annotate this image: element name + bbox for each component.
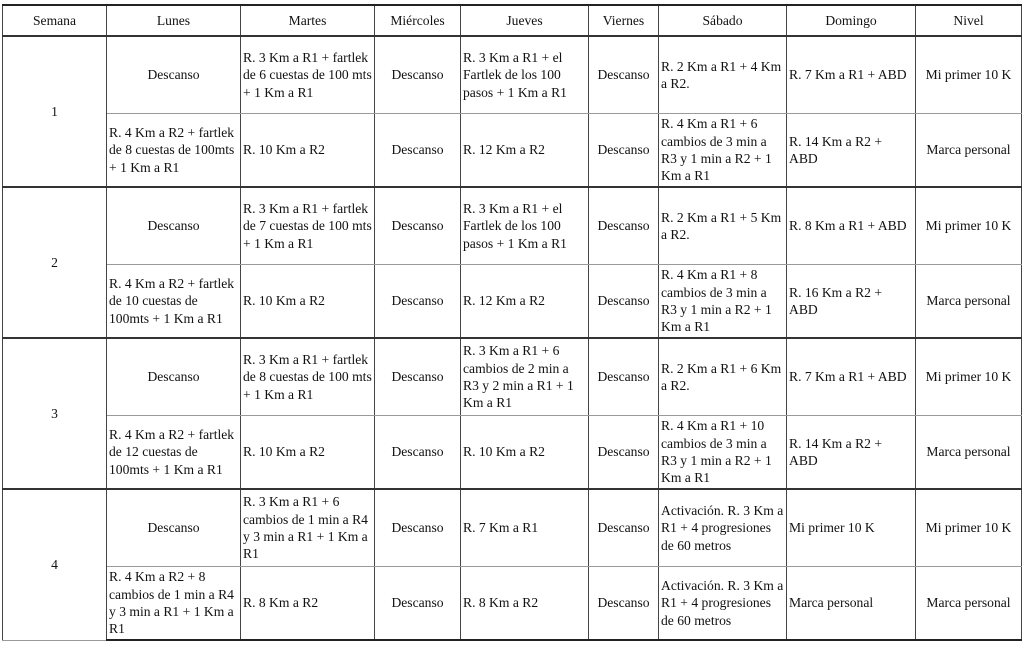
cell-martes: R. 8 Km a R2 [241, 567, 375, 641]
table-row [3, 265, 1022, 339]
cell-jueves: R. 7 Km a R1 [461, 489, 589, 567]
week-number: 4 [3, 489, 107, 640]
cell-martes: R. 10 Km a R2 [241, 114, 375, 188]
cell-lunes: Descanso [107, 187, 241, 265]
cell-lunes: R. 4 Km a R2 + fartlek de 10 cuestas de 100mts + 1 Km a R1 [107, 265, 241, 339]
week-number: 1 [3, 36, 107, 187]
cell-sabado: R. 2 Km a R1 + 6 Km a R2. [659, 338, 787, 416]
cell-jueves: R. 3 Km a R1 + el Fartlek de los 100 pasos + 1 Km a R1 [461, 36, 589, 114]
cell-viernes: Descanso [589, 36, 659, 114]
cell-martes: R. 3 Km a R1 + 6 cambios de 1 min a R4 y 3 min a R1 + 1 Km a R1 [241, 489, 375, 567]
cell-martes: R. 3 Km a R1 + fartlek de 6 cuestas de 100 mts + 1 Km a R1 [241, 36, 375, 114]
cell-sabado: R. 4 Km a R1 + 8 cambios de 3 min a R3 y 1 min a R2 + 1 Km a R1 [659, 265, 787, 339]
cell-miercoles: Descanso [375, 114, 461, 188]
cell-nivel: Marca personal [916, 416, 1022, 490]
table-row [3, 36, 1022, 114]
cell-miercoles: Descanso [375, 265, 461, 339]
cell-jueves: R. 10 Km a R2 [461, 416, 589, 490]
cell-viernes: Descanso [589, 338, 659, 416]
cell-jueves: R. 3 Km a R1 + el Fartlek de los 100 pasos + 1 Km a R1 [461, 187, 589, 265]
table-row [3, 416, 1022, 490]
cell-lunes: Descanso [107, 338, 241, 416]
cell-martes: R. 3 Km a R1 + fartlek de 8 cuestas de 100 mts + 1 Km a R1 [241, 338, 375, 416]
cell-jueves: R. 8 Km a R2 [461, 567, 589, 641]
cell-viernes: Descanso [589, 489, 659, 567]
week-number: 2 [3, 187, 107, 338]
cell-jueves: R. 12 Km a R2 [461, 265, 589, 339]
cell-miercoles: Descanso [375, 36, 461, 114]
header-sabado: Sábado [659, 5, 787, 36]
cell-nivel: Mi primer 10 K [916, 187, 1022, 265]
header-nivel: Nivel [916, 5, 1022, 36]
table-row [3, 567, 1022, 641]
cell-domingo: Marca personal [787, 567, 916, 641]
cell-nivel: Marca personal [916, 567, 1022, 641]
table-row [3, 338, 1022, 416]
cell-miercoles: Descanso [375, 338, 461, 416]
cell-domingo: R. 14 Km a R2 + ABD [787, 114, 916, 188]
cell-jueves: R. 3 Km a R1 + 6 cambios de 2 min a R3 y 2 min a R1 + 1 Km a R1 [461, 338, 589, 416]
cell-sabado: R. 2 Km a R1 + 5 Km a R2. [659, 187, 787, 265]
cell-sabado: R. 4 Km a R1 + 6 cambios de 3 min a R3 y 1 min a R2 + 1 Km a R1 [659, 114, 787, 188]
cell-viernes: Descanso [589, 265, 659, 339]
cell-domingo: R. 7 Km a R1 + ABD [787, 36, 916, 114]
header-martes: Martes [241, 5, 375, 36]
cell-domingo: R. 8 Km a R1 + ABD [787, 187, 916, 265]
cell-lunes: Descanso [107, 489, 241, 567]
header-jueves: Jueves [461, 5, 589, 36]
cell-sabado: R. 2 Km a R1 + 4 Km a R2. [659, 36, 787, 114]
cell-domingo: Mi primer 10 K [787, 489, 916, 567]
header-domingo: Domingo [787, 5, 916, 36]
cell-miercoles: Descanso [375, 187, 461, 265]
cell-viernes: Descanso [589, 416, 659, 490]
cell-martes: R. 3 Km a R1 + fartlek de 7 cuestas de 100 mts + 1 Km a R1 [241, 187, 375, 265]
table-row [3, 187, 1022, 265]
header-semana: Semana [3, 5, 107, 36]
cell-martes: R. 10 Km a R2 [241, 265, 375, 339]
table-row [3, 114, 1022, 188]
cell-sabado: Activación. R. 3 Km a R1 + 4 progresiones de 60 metros [659, 567, 787, 641]
cell-lunes: R. 4 Km a R2 + fartlek de 8 cuestas de 100mts + 1 Km a R1 [107, 114, 241, 188]
cell-viernes: Descanso [589, 567, 659, 641]
header-viernes: Viernes [589, 5, 659, 36]
training-plan-table [2, 4, 1022, 641]
training-plan [0, 4, 1024, 641]
cell-nivel: Mi primer 10 K [916, 36, 1022, 114]
cell-lunes: R. 4 Km a R2 + 8 cambios de 1 min a R4 y 3 min a R1 + 1 Km a R1 [107, 567, 241, 641]
cell-lunes: Descanso [107, 36, 241, 114]
cell-domingo: R. 16 Km a R2 + ABD [787, 265, 916, 339]
cell-nivel: Marca personal [916, 114, 1022, 188]
cell-miercoles: Descanso [375, 489, 461, 567]
week-number: 3 [3, 338, 107, 489]
cell-nivel: Mi primer 10 K [916, 489, 1022, 567]
cell-miercoles: Descanso [375, 416, 461, 490]
cell-sabado: Activación. R. 3 Km a R1 + 4 progresiones de 60 metros [659, 489, 787, 567]
header-lunes: Lunes [107, 5, 241, 36]
table-row [3, 489, 1022, 567]
cell-nivel: Mi primer 10 K [916, 338, 1022, 416]
cell-martes: R. 10 Km a R2 [241, 416, 375, 490]
header-row [3, 5, 1022, 36]
cell-nivel: Marca personal [916, 265, 1022, 339]
cell-viernes: Descanso [589, 187, 659, 265]
cell-miercoles: Descanso [375, 567, 461, 641]
header-miercoles: Miércoles [375, 5, 461, 36]
cell-domingo: R. 14 Km a R2 + ABD [787, 416, 916, 490]
cell-viernes: Descanso [589, 114, 659, 188]
cell-jueves: R. 12 Km a R2 [461, 114, 589, 188]
cell-sabado: R. 4 Km a R1 + 10 cambios de 3 min a R3 y 1 min a R2 + 1 Km a R1 [659, 416, 787, 490]
cell-lunes: R. 4 Km a R2 + fartlek de 12 cuestas de 100mts + 1 Km a R1 [107, 416, 241, 490]
cell-domingo: R. 7 Km a R1 + ABD [787, 338, 916, 416]
